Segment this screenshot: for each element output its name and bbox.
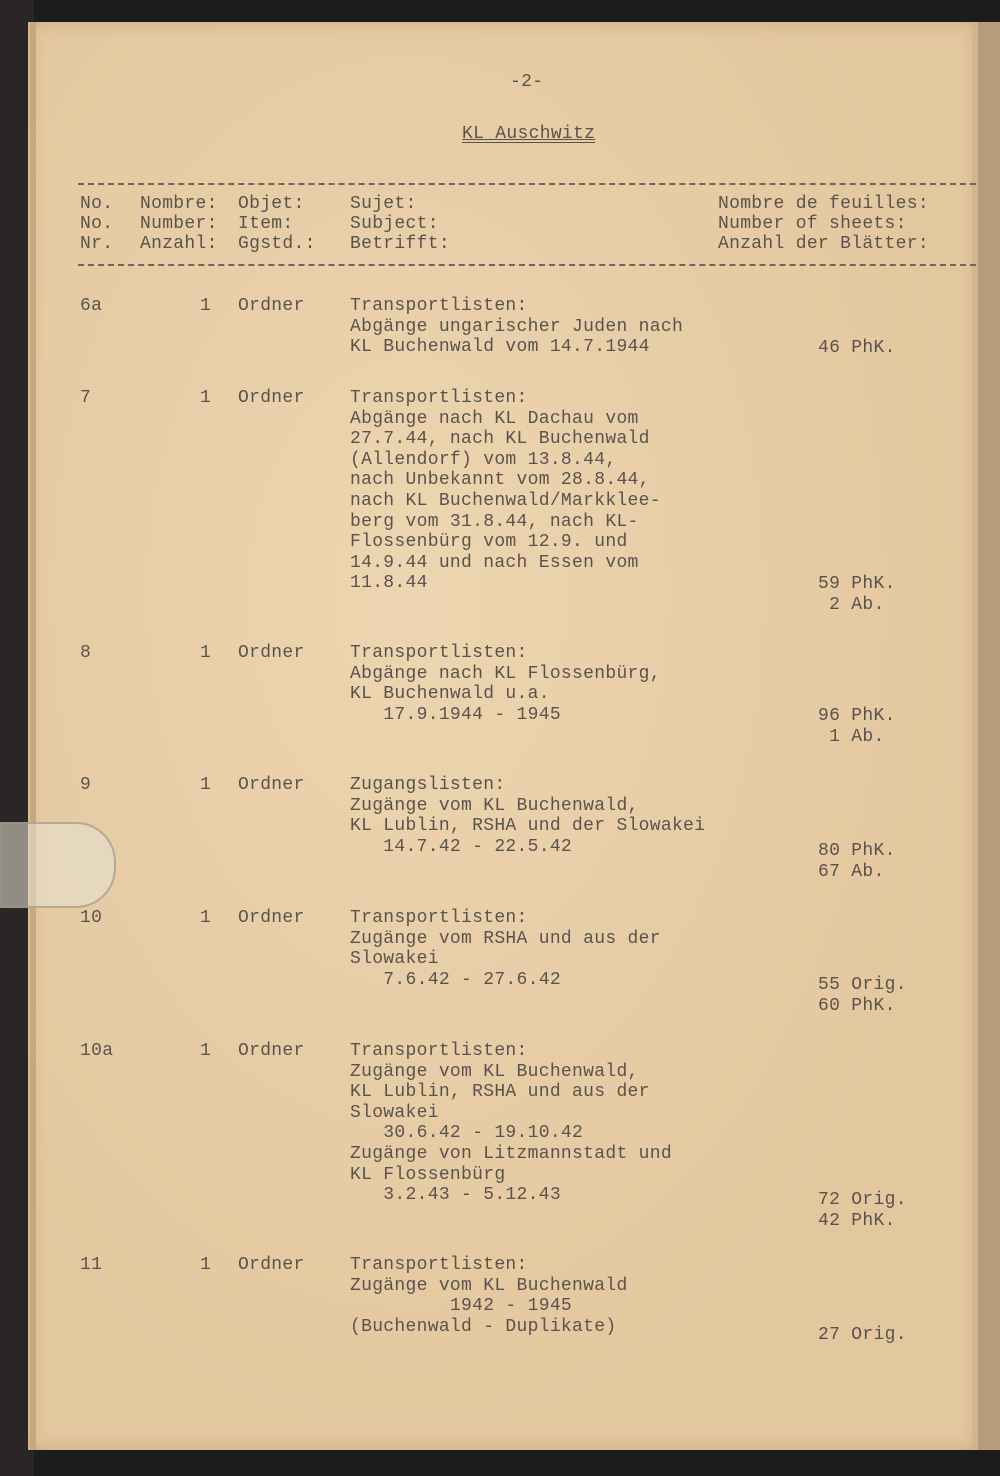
page-number: -2- <box>510 72 544 92</box>
entry-sheets: 46 PhK. <box>818 338 896 358</box>
entry-subject-line: 14.7.42 - 22.5.42 <box>350 836 573 857</box>
entry-sheets: 60 PhK. <box>818 995 896 1016</box>
entry-count: 1 <box>200 775 212 795</box>
entry-sheets: 96 PhK. <box>818 706 896 726</box>
header-count-en: Number: <box>140 214 218 234</box>
entry-subject-line: Zugangslisten: <box>350 775 506 795</box>
entry-item: Ordner <box>238 908 305 928</box>
entry-subject-line: KL Lublin, RSHA und der Slowakei <box>350 816 706 837</box>
entry-sheets: 1 Ab. <box>818 726 885 747</box>
entry-subject-line: Transportlisten: <box>350 388 528 408</box>
entry-sheets: 67 Ab. <box>818 861 885 882</box>
entry-subject-line: Zugänge vom RSHA und aus der <box>350 928 661 949</box>
entry-count: 1 <box>200 643 212 663</box>
entry-item: Ordner <box>238 388 305 408</box>
entry-count: 1 <box>200 296 212 316</box>
entry-count: 1 <box>200 1255 212 1275</box>
entry-sheets: 55 Orig. <box>818 975 907 995</box>
header-item-fr: Objet: <box>238 194 305 214</box>
entry-subject-line: KL Buchenwald u.a. <box>350 684 550 705</box>
entry-number: 6a <box>80 296 103 316</box>
entry-sheets: 42 PhK. <box>818 1210 896 1231</box>
entry-subject-line: nach KL Buchenwald/Markklee- <box>350 491 661 511</box>
entry-sheets: 2 Ab. <box>818 594 885 615</box>
binding-strip <box>30 22 36 1450</box>
entry-subject-line: 3.2.43 - 5.12.43 <box>350 1185 561 1206</box>
entry-sheets: 27 Orig. <box>818 1325 907 1345</box>
entry-subject-line: 1942 - 1945 <box>350 1296 573 1317</box>
header-sheets-en: Number of sheets: <box>718 214 907 234</box>
entry-number: 10a <box>80 1041 114 1061</box>
entry-subject-line: 7.6.42 - 27.6.42 <box>350 969 561 990</box>
entry-item: Ordner <box>238 1255 305 1275</box>
page-title: KL Auschwitz <box>462 124 596 144</box>
entry-number: 9 <box>80 775 92 795</box>
header-subject-de: Betrifft: <box>350 234 450 254</box>
entry-item: Ordner <box>238 296 305 316</box>
entry-count: 1 <box>200 1041 212 1061</box>
entry-sheets: 59 PhK. <box>818 574 896 594</box>
entry-count: 1 <box>200 908 212 928</box>
header-item-de: Ggstd.: <box>238 234 316 254</box>
header-sheets-fr: Nombre de feuilles: <box>718 194 929 214</box>
entry-subject-line: Slowakei <box>350 949 439 970</box>
entry-subject-line: (Allendorf) vom 13.8.44, <box>350 449 617 470</box>
header-count-de: Anzahl: <box>140 234 218 254</box>
entry-subject-line: Transportlisten: <box>350 908 528 928</box>
entry-number: 10 <box>80 908 103 928</box>
entry-subject-line: Zugänge vom KL Buchenwald, <box>350 1061 639 1082</box>
header-no-en: No. <box>80 214 114 234</box>
entry-subject-line: Transportlisten: <box>350 643 528 663</box>
entry-count: 1 <box>200 388 212 408</box>
entry-subject-line: berg vom 31.8.44, nach KL- <box>350 511 639 532</box>
header-sheets-de: Anzahl der Blätter: <box>718 234 929 254</box>
header-subject-fr: Sujet: <box>350 194 417 214</box>
entry-item: Ordner <box>238 643 305 663</box>
entry-subject-line: Transportlisten: <box>350 1255 528 1275</box>
entry-item: Ordner <box>238 775 305 795</box>
entry-sheets: 72 Orig. <box>818 1190 907 1210</box>
entry-subject-line: KL Buchenwald vom 14.7.1944 <box>350 337 650 358</box>
entry-subject-line: 30.6.42 - 19.10.42 <box>350 1123 584 1144</box>
entry-subject-line: Slowakei <box>350 1102 439 1123</box>
entry-subject-line: 11.8.44 <box>350 573 428 594</box>
entry-number: 11 <box>80 1255 103 1275</box>
header-bottom-rule <box>78 264 976 266</box>
entry-subject-line: Abgänge nach KL Dachau vom <box>350 408 639 429</box>
header-no-de: Nr. <box>80 234 114 254</box>
entry-subject-line: Transportlisten: <box>350 1041 528 1061</box>
header-subject-en: Subject: <box>350 214 439 234</box>
header-top-rule <box>78 183 976 185</box>
entry-number: 7 <box>80 388 92 408</box>
header-no-fr: No. <box>80 194 114 214</box>
entry-sheets: 80 PhK. <box>818 841 896 861</box>
entry-subject-line: 14.9.44 und nach Essen vom <box>350 552 639 573</box>
entry-subject-line: 17.9.1944 - 1945 <box>350 704 561 725</box>
entry-subject-line: Flossenbürg vom 12.9. und <box>350 532 628 553</box>
entry-subject-line: Zugänge vom KL Buchenwald, <box>350 795 639 816</box>
entry-subject-line: nach Unbekannt vom 28.8.44, <box>350 470 650 491</box>
paper-clip <box>0 822 116 908</box>
entry-subject-line: KL Lublin, RSHA und aus der <box>350 1082 650 1103</box>
entry-subject-line: Abgänge ungarischer Juden nach <box>350 316 684 337</box>
entry-subject-line: Zugänge vom KL Buchenwald <box>350 1275 628 1296</box>
entry-subject-line: Transportlisten: <box>350 296 528 316</box>
header-item-en: Item: <box>238 214 294 234</box>
entry-subject-line: 27.7.44, nach KL Buchenwald <box>350 429 650 450</box>
next-page-edge <box>972 22 1000 1450</box>
entry-number: 8 <box>80 643 92 663</box>
entry-subject-line: Zugänge von Litzmannstadt und <box>350 1144 672 1164</box>
entry-subject-line: Abgänge nach KL Flossenbürg, <box>350 663 661 684</box>
entry-subject-line: (Buchenwald - Duplikate) <box>350 1316 617 1337</box>
entry-item: Ordner <box>238 1041 305 1061</box>
entry-subject-line: KL Flossenbürg <box>350 1164 506 1185</box>
header-count-fr: Nombre: <box>140 194 218 214</box>
